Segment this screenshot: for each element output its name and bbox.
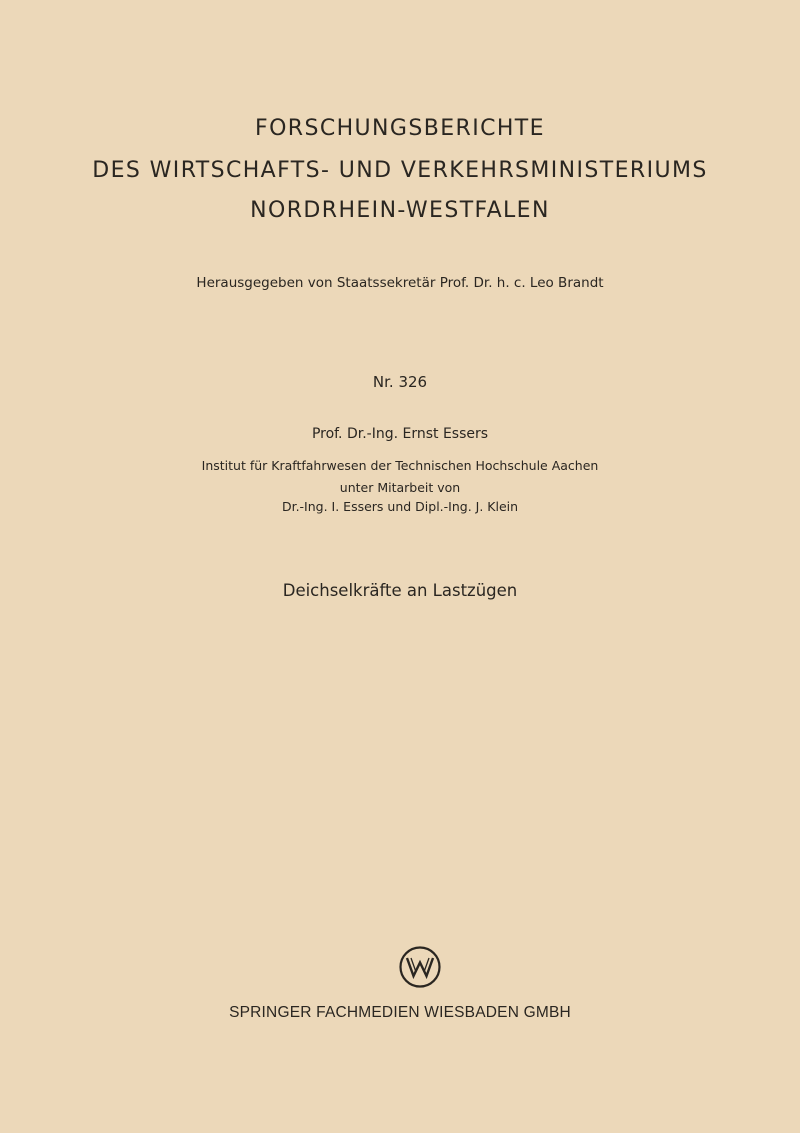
collaboration-line: unter Mitarbeit von (339, 480, 461, 495)
report-number: Nr. 326 (372, 373, 428, 391)
work-title: Deichselkräfte an Lastzügen (282, 581, 518, 600)
editor-line: Herausgegeben von Staatssekretär Prof. Dr. h. c. Leo Brandt (196, 275, 604, 291)
springer-wiesbaden-logo-icon (398, 945, 442, 989)
author-name: Prof. Dr.-Ing. Ernst Essers (311, 426, 489, 442)
series-title-line-2: DES WIRTSCHAFTS- UND VERKEHRSMINISTERIUMS (92, 158, 708, 183)
publisher-name: SPRINGER FACHMEDIEN WIESBADEN GMBH (229, 1004, 571, 1021)
institute-line: Institut für Kraftfahrwesen der Technischen Hochschule Aachen (201, 458, 599, 473)
series-title-line-3: NORDRHEIN-WESTFALEN (250, 198, 550, 223)
series-title-line-1: FORSCHUNGSBERICHTE (255, 116, 545, 141)
coauthors-line: Dr.-Ing. I. Essers und Dipl.-Ing. J. Klein (281, 499, 519, 514)
